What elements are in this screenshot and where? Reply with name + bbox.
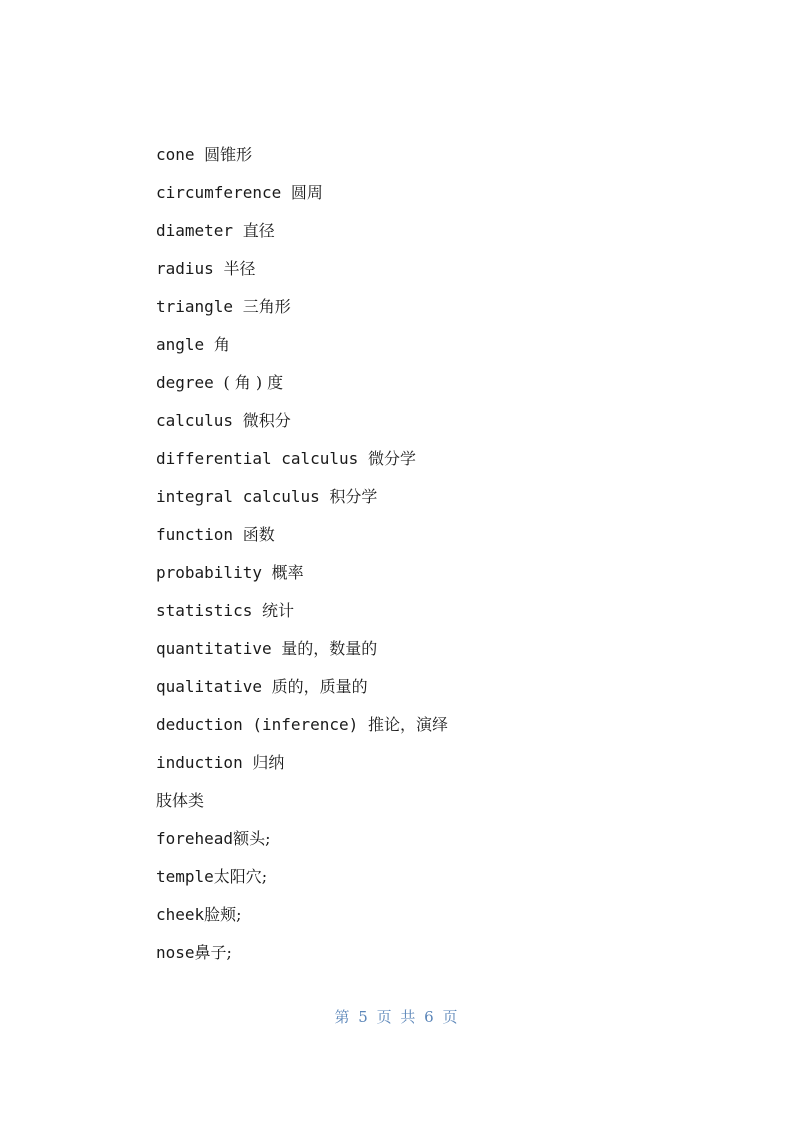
body-part-entry [156, 820, 448, 858]
chinese-term: 三角形 [242, 297, 291, 316]
english-term: temple [156, 867, 214, 886]
english-term: cone [156, 145, 195, 164]
chinese-term: 积分学 [329, 487, 378, 506]
chinese-term: 太阳穴; [213, 867, 268, 886]
vocab-entry [156, 744, 448, 782]
english-term: radius [156, 259, 214, 278]
vocab-entry [156, 174, 448, 212]
vocab-entry [156, 212, 448, 250]
chinese-term: 圆锥形 [204, 145, 253, 164]
vocabulary-list [156, 136, 448, 972]
english-term: quantitative [156, 639, 272, 658]
body-part-entry [156, 896, 448, 934]
english-term: differential calculus [156, 449, 359, 468]
english-term: circumference [156, 183, 282, 202]
vocab-entry [156, 288, 448, 326]
chinese-term: 微分学 [367, 449, 416, 468]
chinese-term: 直径 [242, 221, 275, 240]
vocab-entry [156, 706, 448, 744]
chinese-term: ( 角 ) 度 [223, 373, 284, 392]
chinese-term: 圆周 [290, 183, 323, 202]
english-term: diameter [156, 221, 234, 240]
english-term: forehead [156, 829, 234, 848]
chinese-term: 脸颊; [204, 905, 242, 924]
vocab-entry [156, 440, 448, 478]
english-term: function [156, 525, 234, 544]
english-term: statistics [156, 601, 253, 620]
chinese-term: 角 [213, 335, 230, 354]
body-part-entry [156, 858, 448, 896]
vocab-entry [156, 630, 448, 668]
english-term: degree [156, 373, 214, 392]
english-term: cheek [156, 905, 205, 924]
chinese-term: 概率 [271, 563, 304, 582]
chinese-term: 半径 [223, 259, 256, 278]
vocab-entry [156, 402, 448, 440]
english-term: induction [156, 753, 243, 772]
chinese-term: 函数 [242, 525, 275, 544]
english-term: calculus [156, 411, 234, 430]
chinese-term: 归纳 [252, 753, 285, 772]
chinese-term: 额头; [233, 829, 271, 848]
section-heading: 肢体类 [156, 791, 205, 810]
english-term: triangle [156, 297, 234, 316]
english-term: probability [156, 563, 262, 582]
vocab-entry [156, 136, 448, 174]
vocab-entry [156, 326, 448, 364]
chinese-term: 鼻子; [194, 943, 232, 962]
english-term: angle [156, 335, 205, 354]
body-part-entry [156, 934, 448, 972]
chinese-term: 微积分 [242, 411, 291, 430]
vocab-entry [156, 516, 448, 554]
vocab-entry [156, 364, 448, 402]
chinese-term: 推论，演绎 [367, 715, 448, 734]
chinese-term: 量的，数量的 [281, 639, 378, 658]
vocab-entry [156, 592, 448, 630]
english-term: deduction (inference) [156, 715, 359, 734]
vocab-entry [156, 668, 448, 706]
vocab-entry [156, 250, 448, 288]
page-number-footer: 第 5 页 共 6 页 [334, 1008, 460, 1026]
english-term: nose [156, 943, 195, 962]
english-term: qualitative [156, 677, 262, 696]
vocab-entry [156, 554, 448, 592]
chinese-term: 质的，质量的 [271, 677, 368, 696]
chinese-term: 统计 [261, 601, 294, 620]
vocab-entry [156, 478, 448, 516]
english-term: integral calculus [156, 487, 320, 506]
